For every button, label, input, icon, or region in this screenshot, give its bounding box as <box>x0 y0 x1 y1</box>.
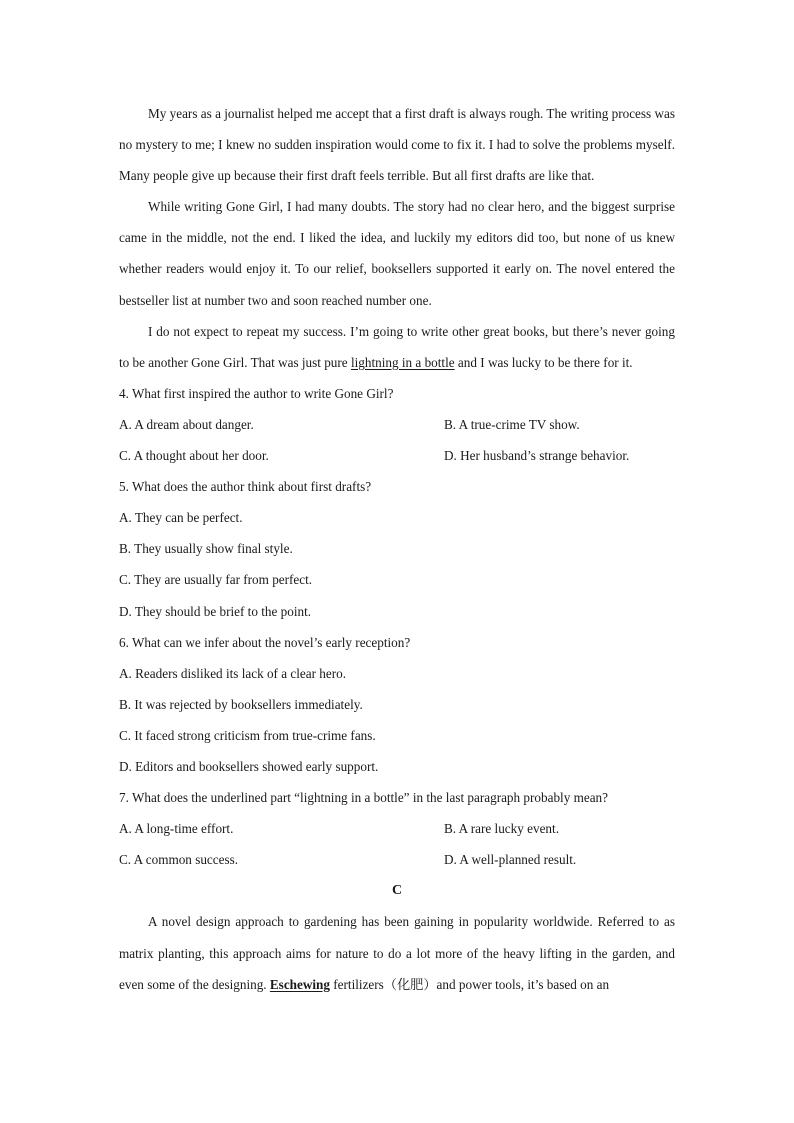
passage-paragraph-1: My years as a journalist helped me accept that a first draft is always rough. The writing process was no mystery to me; I knew no sudden inspiration would come to fix it. I had to solve the problems myself. Many people give up because their first draft feels terrible. But all first drafts are like that. <box>119 106 675 184</box>
question-7-options-row-1 <box>119 813 675 844</box>
question-5-option-c[interactable]: C. They are usually far from perfect. <box>119 572 313 588</box>
bold-underlined-word: Eschewing <box>269 976 330 992</box>
question-4-option-a[interactable]: A. A dream about danger. <box>119 416 254 432</box>
question-5-option-a[interactable]: A. They can be perfect. <box>119 510 243 526</box>
question-4-option-d[interactable]: D. Her husband’s strange behavior. <box>444 448 630 464</box>
question-4-stem: 4. What first inspired the author to write Gone Girl? <box>119 385 394 401</box>
section-c-text-start: A novel design approach to gardening has been gaining in popularity worldwide. Referred to as matrix planting, this approach aims for nature to do a lot more of the heavy lifting in the garden, and even some of the designing. <box>119 914 675 992</box>
document-page <box>119 98 675 1000</box>
question-6-option-c[interactable]: C. It faced strong criticism from true-crime fans. <box>119 727 376 743</box>
section-c-heading: C <box>391 883 403 899</box>
question-6-stem: 6. What can we infer about the novel’s early reception? <box>119 634 411 650</box>
question-4-option-b[interactable]: B. A true-crime TV show. <box>444 416 580 432</box>
question-5-stem: 5. What does the author think about first drafts? <box>119 479 372 495</box>
paragraph-3-text-start: I do not expect to repeat my success. I’m going to write other great books, but there’s never going to be another Gone Girl. That was just pure <box>119 323 675 370</box>
question-5-option-b[interactable]: B. They usually show final style. <box>119 541 293 557</box>
question-4-options-row-1 <box>119 409 675 440</box>
section-c-paragraph-1 <box>119 906 675 999</box>
question-7-options-row-2 <box>119 844 675 875</box>
question-6-option-b[interactable]: B. It was rejected by booksellers immediately. <box>119 696 363 712</box>
question-7-option-d[interactable]: D. A well-planned result. <box>444 852 577 868</box>
paragraph-3-text-end: and I was lucky to be there for it. <box>454 354 633 370</box>
question-7-option-c[interactable]: C. A common success. <box>119 852 239 868</box>
question-4-option-c[interactable]: C. A thought about her door. <box>119 448 269 464</box>
question-6-option-d[interactable]: D. Editors and booksellers showed early support. <box>119 758 379 774</box>
passage-paragraph-2: While writing Gone Girl, I had many doubts. The story had no clear hero, and the biggest surprise came in the middle, not the end. I liked the idea, and luckily my editors did too, but none of us knew whether readers would enjoy it. To our relief, booksellers supported it early on. The novel entered the bestseller list at number two and soon reached number one. <box>119 199 675 308</box>
question-7-option-b[interactable]: B. A rare lucky event. <box>444 821 559 837</box>
question-5-option-d[interactable]: D. They should be brief to the point. <box>119 603 312 619</box>
underlined-phrase: lightning in a bottle <box>350 354 455 370</box>
question-6-option-a[interactable]: A. Readers disliked its lack of a clear hero. <box>119 665 347 681</box>
question-7-option-a[interactable]: A. A long-time effort. <box>119 821 234 837</box>
question-7-stem: 7. What does the underlined part “lightning in a bottle” in the last paragraph probably mean? <box>119 790 609 806</box>
passage-paragraph-3 <box>119 316 675 378</box>
section-c-text-end: fertilizers（化肥）and power tools, it’s based on an <box>329 976 610 992</box>
question-4-options-row-2 <box>119 440 675 471</box>
